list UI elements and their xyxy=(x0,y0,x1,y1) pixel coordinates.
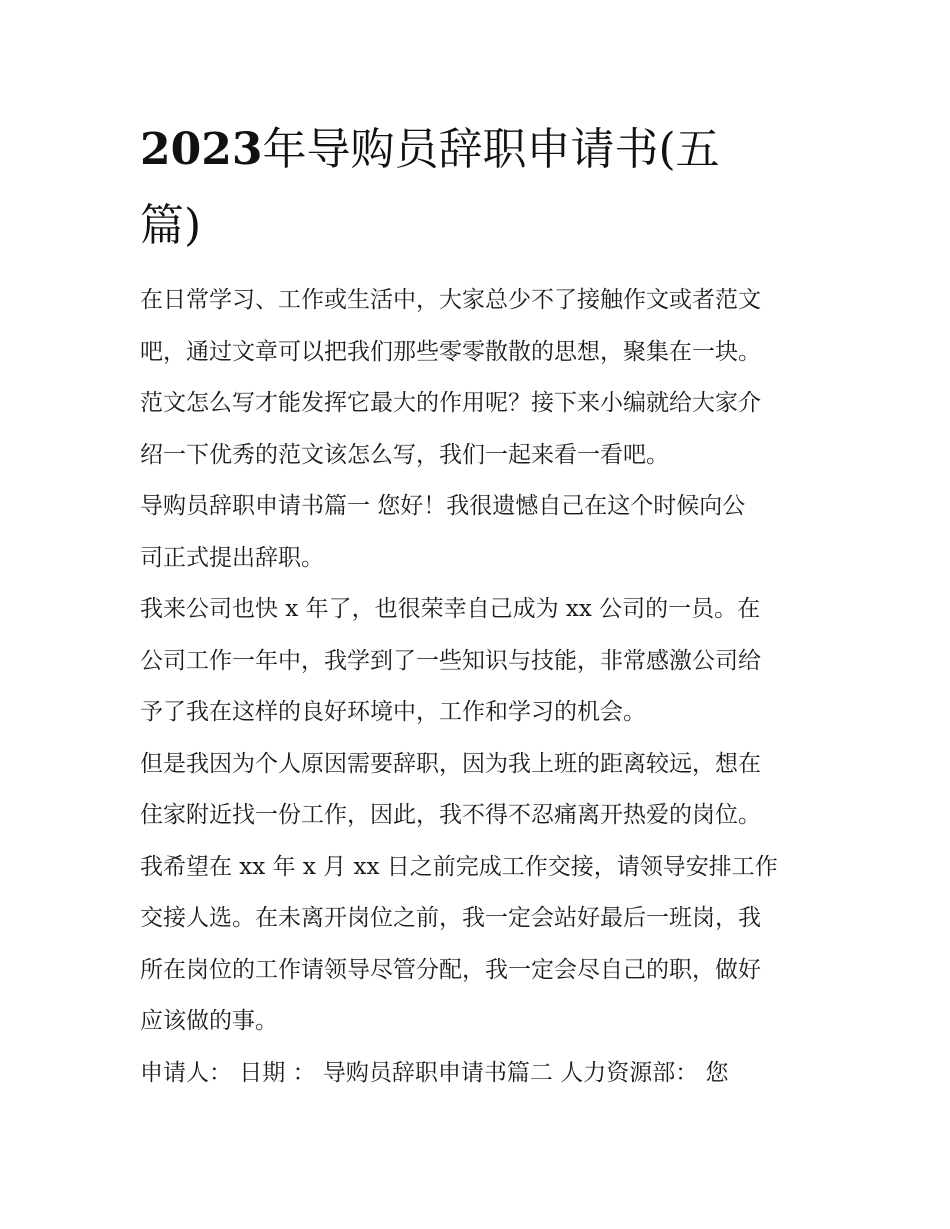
page-title xyxy=(140,112,830,264)
text-line: 应该做的事。 xyxy=(140,1008,278,1034)
text-line: 但是我因为个人原因需要辞职，因为我上班的距离较远，想在 xyxy=(140,750,761,777)
paragraph-experience xyxy=(140,584,820,739)
title-year: 2023 xyxy=(140,124,263,175)
text-line: 范文怎么写才能发挥它最大的作用呢？接下来小编就给大家介 xyxy=(140,390,761,416)
title-text: 年导购员辞职申请书(五 xyxy=(262,124,720,175)
text-line: 我来公司也快 x 年了，也很荣幸自己成为 xx 公司的一员。在 xyxy=(140,596,761,622)
paragraph-greeting xyxy=(140,481,820,584)
text-line: 绍一下优秀的范文该怎么写，我们一起来看一看吧。 xyxy=(140,441,669,468)
text-line: 予了我在这样的良好环境中，工作和学习的机会。 xyxy=(140,699,646,725)
text-line: 吧，通过文章可以把我们那些零零散散的思想，聚集在一块。 xyxy=(140,338,761,365)
text-line: 申请人： 日期 ： 导购员辞职申请书篇二 人力资源部： 您 xyxy=(140,1059,729,1086)
document-body xyxy=(140,275,820,1099)
title-text-continued: 篇) xyxy=(140,200,202,251)
paragraph-reason xyxy=(140,739,820,1048)
text-line: 所在岗位的工作请领导尽管分配，我一定会尽自己的职，做好 xyxy=(140,956,761,983)
text-line: 公司工作一年中，我学到了一些知识与技能，非常感激公司给 xyxy=(140,647,761,674)
text-line: 在日常学习、工作或生活中，大家总少不了接触作文或者范文 xyxy=(140,287,761,313)
text-line: 导购员辞职申请书篇一 您好！我很遗憾自己在这个时候向公 xyxy=(140,493,746,519)
text-line: 住家附近找一份工作，因此，我不得不忍痛离开热爱的岗位。 xyxy=(140,802,761,828)
text-line: 我希望在 xx 年 x 月 xx 日之前完成工作交接，请领导安排工作 xyxy=(140,853,778,880)
paragraph-intro xyxy=(140,275,820,481)
text-line: 交接人选。在未离开岗位之前，我一定会站好最后一班岗，我 xyxy=(140,905,761,931)
paragraph-signature xyxy=(140,1048,820,1100)
text-line: 司正式提出辞职。 xyxy=(140,544,324,571)
